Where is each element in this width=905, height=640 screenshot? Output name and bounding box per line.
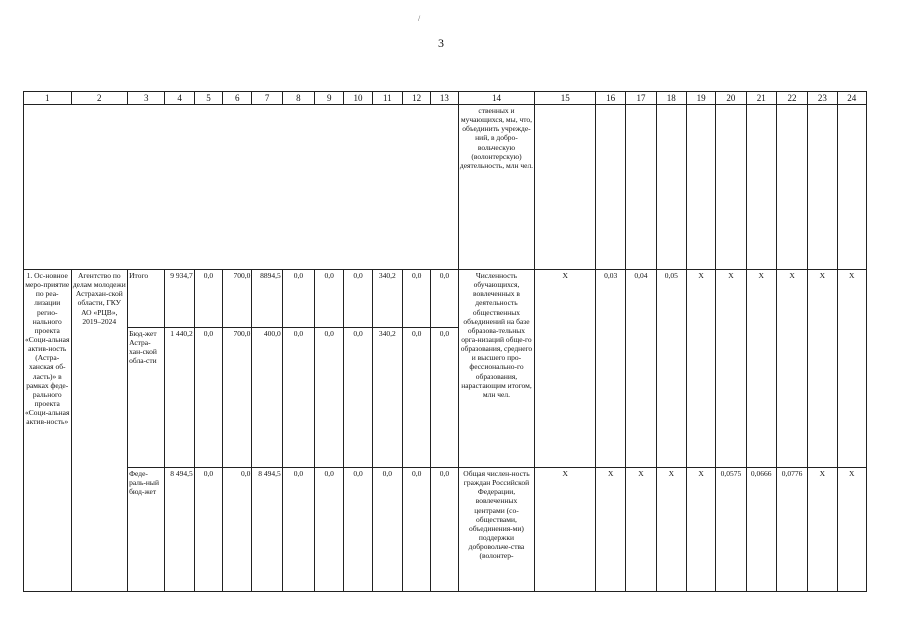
indicator-value: 0,04 — [626, 270, 656, 468]
col-2-header: 2 — [71, 92, 128, 105]
indicator-value: 0,05 — [656, 270, 686, 468]
value-cell: 0,0 — [194, 270, 222, 328]
indicator-value: 0,0666 — [746, 468, 776, 592]
continuation-cell — [808, 105, 837, 270]
indicator-value: X — [746, 270, 776, 468]
indicator-value: 0,0776 — [776, 468, 807, 592]
value-cell: 0,0 — [315, 468, 344, 592]
indicator-value: X — [686, 468, 715, 592]
col-10-header: 10 — [344, 92, 372, 105]
table-row — [24, 468, 867, 592]
col-4-header: 4 — [165, 92, 194, 105]
col-22-header: 22 — [776, 92, 807, 105]
continuation-blank — [24, 105, 459, 270]
indicator-value: 0,0575 — [716, 468, 746, 592]
col-18-header: 18 — [656, 92, 686, 105]
col-14-header: 14 — [458, 92, 535, 105]
funding-source: Феде-раль-ный бюд-жет — [128, 468, 165, 592]
value-cell: 0,0 — [402, 468, 430, 592]
value-cell: 0,0 — [282, 468, 314, 592]
program-table — [23, 91, 867, 592]
value-cell: 0,0 — [431, 468, 458, 592]
value-cell: 0,0 — [315, 328, 344, 468]
col-17-header: 17 — [626, 92, 656, 105]
indicator-value: X — [626, 468, 656, 592]
executor-cell: Агентство по делам молодежи Астрахан-ской области, ГКУ АО «РЦВ», 2019–2024 — [71, 270, 128, 592]
value-cell: 0,0 — [282, 328, 314, 468]
column-number-row — [24, 92, 867, 105]
continuation-cell — [626, 105, 656, 270]
indicator-value: X — [686, 270, 715, 468]
value-cell: 0,0 — [194, 468, 222, 592]
value-cell: 1 440,2 — [165, 328, 194, 468]
funding-source: Бюд-жет Астра-хан-ской обла-сти — [128, 328, 165, 468]
col-9-header: 9 — [315, 92, 344, 105]
indicator-value: X — [535, 468, 596, 592]
continuation-indicator: ственных и мучающихся, мы, что, объединить учрежде-ний, в добро-вольческую (волонтерскую) деятельность, млн чел. — [458, 105, 535, 270]
col-11-header: 11 — [372, 92, 402, 105]
indicator-value: X — [656, 468, 686, 592]
table-row — [24, 270, 867, 328]
col-8-header: 8 — [282, 92, 314, 105]
col-21-header: 21 — [746, 92, 776, 105]
col-16-header: 16 — [596, 92, 626, 105]
indicator-text: Численность обучающихся, вовлеченных в деятельность общественных объединений на базе образова-тельных орга-низаций обще-го образования, среднего и высшего про-фессионально-го образования, нарастающим итогом, млн чел. — [458, 270, 535, 468]
value-cell: 700,0 — [223, 328, 252, 468]
indicator-value: X — [535, 270, 596, 468]
value-cell: 400,0 — [252, 328, 282, 468]
funding-source: Итого — [128, 270, 165, 328]
continuation-cell — [596, 105, 626, 270]
col-24-header: 24 — [837, 92, 866, 105]
value-cell: 0,0 — [194, 328, 222, 468]
value-cell: 8 494,5 — [165, 468, 194, 592]
value-cell: 9 934,7 — [165, 270, 194, 328]
col-7-header: 7 — [252, 92, 282, 105]
col-1-header: 1 — [24, 92, 72, 105]
indicator-text: Общая числен-ность граждан Российской Федерации, вовлеченных центрами (со-обществами, объединения-ми) поддержки добровольче-ства (волонтер- — [458, 468, 535, 592]
value-cell: 0,0 — [402, 270, 430, 328]
value-cell: 0,0 — [223, 468, 252, 592]
indicator-value: X — [808, 270, 837, 468]
indicator-value: X — [837, 270, 866, 468]
value-cell: 0,0 — [344, 270, 372, 328]
value-cell: 0,0 — [431, 328, 458, 468]
indicator-value: X — [837, 468, 866, 592]
value-cell: 0,0 — [402, 328, 430, 468]
indicator-value: X — [808, 468, 837, 592]
stray-mark: / — [418, 14, 421, 23]
value-cell: 0,0 — [431, 270, 458, 328]
value-cell: 0,0 — [344, 468, 372, 592]
continuation-cell — [535, 105, 596, 270]
col-23-header: 23 — [808, 92, 837, 105]
value-cell: 8 494,5 — [252, 468, 282, 592]
indicator-value: X — [776, 270, 807, 468]
continuation-cell — [746, 105, 776, 270]
measure-title: 1. Ос-новное меро-приятие по реа-лизации регио-нального проекта «Соци-альная актив-ность (Астра-ханская об-ласть)» в рамках феде-рального проекта «Соци-альная актив-ность» — [24, 270, 72, 592]
col-15-header: 15 — [535, 92, 596, 105]
continuation-cell — [837, 105, 866, 270]
indicator-value: X — [596, 468, 626, 592]
col-5-header: 5 — [194, 92, 222, 105]
page-number: 3 — [438, 36, 444, 50]
value-cell: 340,2 — [372, 270, 402, 328]
value-cell: 0,0 — [315, 270, 344, 328]
col-6-header: 6 — [223, 92, 252, 105]
value-cell: 340,2 — [372, 328, 402, 468]
indicator-value: X — [716, 270, 746, 468]
continuation-cell — [656, 105, 686, 270]
col-19-header: 19 — [686, 92, 715, 105]
col-3-header: 3 — [128, 92, 165, 105]
col-12-header: 12 — [402, 92, 430, 105]
value-cell: 0,0 — [282, 270, 314, 328]
col-13-header: 13 — [431, 92, 458, 105]
continuation-row — [24, 105, 867, 270]
value-cell: 0,0 — [344, 328, 372, 468]
value-cell: 8894,5 — [252, 270, 282, 328]
continuation-cell — [776, 105, 807, 270]
value-cell: 0,0 — [372, 468, 402, 592]
indicator-value: 0,03 — [596, 270, 626, 468]
continuation-cell — [716, 105, 746, 270]
continuation-cell — [686, 105, 715, 270]
col-20-header: 20 — [716, 92, 746, 105]
value-cell: 700,0 — [223, 270, 252, 328]
